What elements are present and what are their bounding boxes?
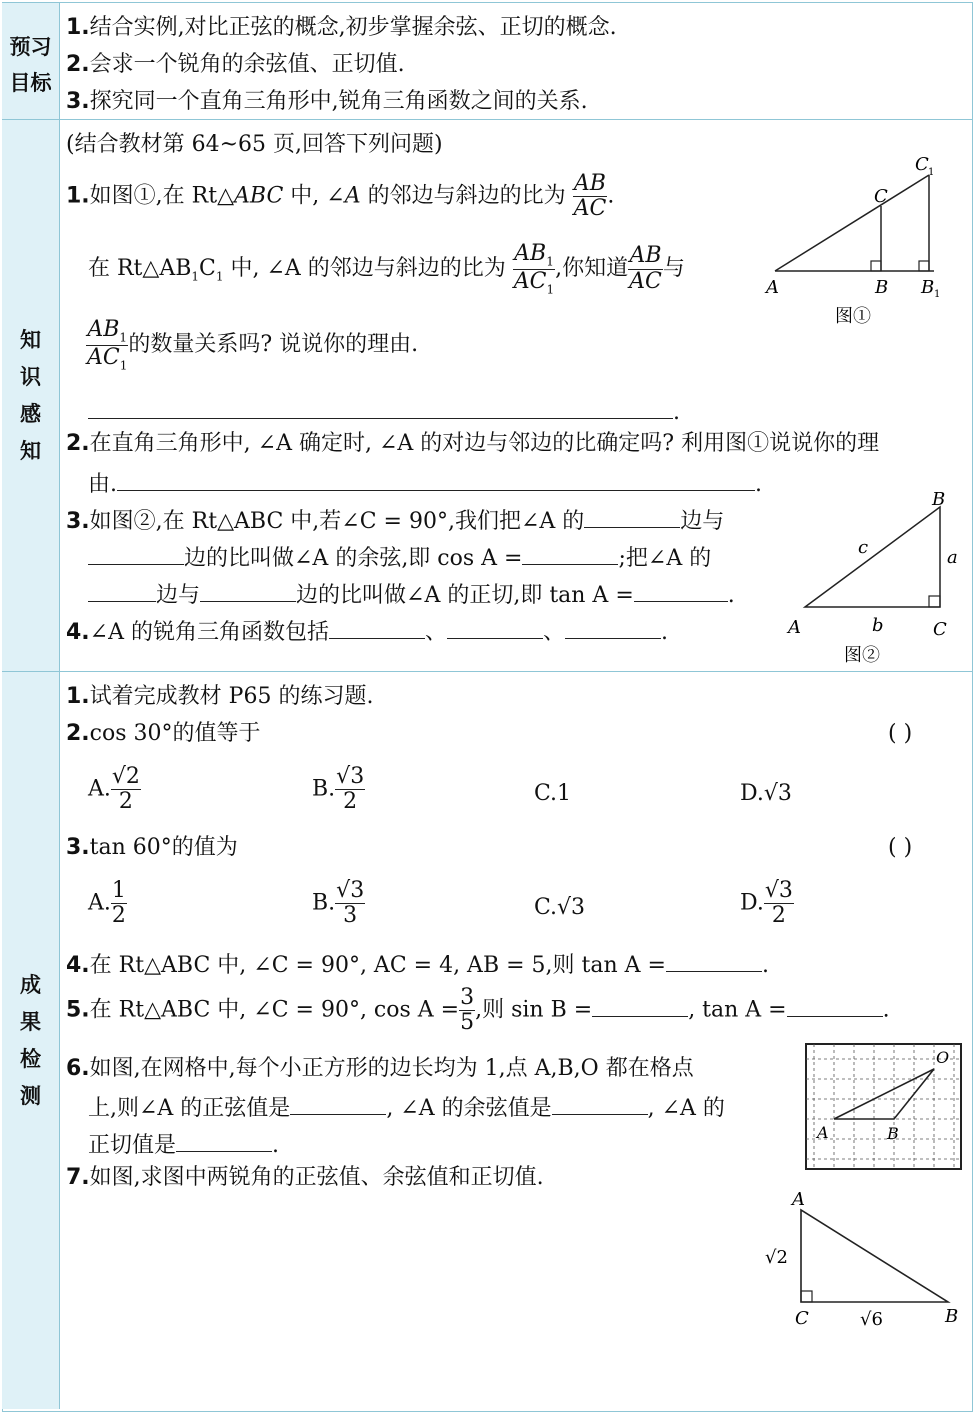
question-k2: 2.在直角三角形中, ∠A 确定时, ∠A 的对边与邻边的比确定吗? 利用图①说说你的理: [66, 431, 880, 456]
label-char: 识: [20, 365, 41, 389]
fig7-triangle: [801, 1210, 948, 1302]
question-k1-line2: 在 $Rt\triangle AB_1C_1$ 中, ∠A 的邻边与斜边的比为 $\frac{AB_1}{AC_1}$ ,你知道 $\frac{AB}{AC}$ 与: [88, 241, 685, 296]
section-label-preview: [2, 29, 59, 101]
question-c4: 4.在 Rt△ABC 中, ∠C = 90°, AC = 4, AB = 5,则 tan A = .: [66, 953, 769, 978]
grid-label-b: B: [887, 1124, 899, 1143]
answer-line-k1[interactable]: .: [88, 398, 680, 424]
answer-blank[interactable]: [329, 618, 425, 639]
label-char: 测: [20, 1084, 41, 1108]
fig7-label-c: C: [795, 1308, 809, 1329]
fig1-label-c1: C: [915, 154, 929, 175]
fig2-side-a: a: [947, 547, 958, 568]
question-k4: 4.∠A 的锐角三角函数包括 、 、 .: [66, 620, 669, 645]
answer-blank[interactable]: [447, 618, 543, 639]
answer-blank[interactable]: [592, 996, 688, 1017]
answer-blank[interactable]: [117, 470, 755, 491]
fig2-right-angle: [929, 596, 940, 607]
question-c1: 1.试着完成教材 P65 的练习题.: [66, 684, 374, 709]
fraction-ab1-ac1: $\frac{AB_1}{AC_1}$: [87, 317, 128, 372]
figure-7-triangle: [755, 1185, 965, 1335]
fraction-ab1-ac1: $\frac{AB_1}{AC_1}$: [513, 241, 555, 296]
fig7-label-a: A: [792, 1189, 805, 1210]
fig1-label-a: A: [766, 277, 779, 298]
answer-blank[interactable]: [88, 544, 184, 565]
fig1-right-angle: [871, 261, 881, 271]
option-b[interactable]: B. $\frac{√3}{2}$: [312, 764, 365, 815]
label-char: 知: [20, 328, 41, 352]
question-c6-line3: 正切值是 .: [88, 1133, 280, 1158]
section-label-knowledge: [2, 322, 59, 470]
answer-blank[interactable]: [634, 581, 728, 602]
fig7-label-b: B: [945, 1306, 959, 1327]
fig7-right-angle: [801, 1291, 812, 1302]
question-k3-line1: 3.如图②,在 Rt△ABC 中,若∠C = 90°,我们把∠A 的 边与: [66, 509, 725, 534]
fig1-label-sub: 1: [928, 167, 935, 178]
fig2-label-c: C: [933, 619, 947, 640]
option-c[interactable]: C.√3: [534, 895, 586, 920]
answer-blank[interactable]: [787, 996, 883, 1017]
fig2-triangle: [805, 507, 940, 607]
knowledge-intro: (结合教材第 64~65 页,回答下列问题): [66, 132, 443, 157]
answer-blank[interactable]: [584, 507, 680, 528]
question-c6-line2: 上,则∠A 的正弦值是 , ∠A 的余弦值是 , ∠A 的: [88, 1096, 725, 1121]
answer-blank[interactable]: [666, 951, 762, 972]
question-k1-line1: 1.如图①,在 Rt△ABC 中, ∠A 的邻边与斜边的比为 $\frac{AB}{AC}$ .: [66, 171, 615, 222]
option-c[interactable]: C.1: [534, 781, 572, 806]
figure-1-triangles: [760, 150, 960, 335]
fig1-label-b: B: [875, 277, 889, 298]
question-c7: 7.如图,求图中两锐角的正弦值、余弦值和正切值.: [66, 1165, 544, 1190]
label-line: 目标: [9, 71, 52, 95]
question-c6-line1: 6.如图,在网格中,每个小正方形的边长均为 1,点 A,B,O 都在格点: [66, 1056, 694, 1081]
fig1-caption: 图①: [835, 306, 871, 327]
fraction-ab-ac: $\frac{AB}{AC}$: [573, 171, 607, 222]
fig1-label-sub: 1: [934, 289, 941, 300]
fig1-right-angle: [919, 261, 929, 271]
answer-blank[interactable]: [88, 581, 156, 602]
question-k2-cont: 由. .: [88, 472, 762, 497]
label-char: 检: [20, 1047, 41, 1071]
fig2-label-a: A: [788, 617, 801, 638]
fig1-label-b1: B: [921, 277, 935, 298]
figure-grid: [805, 1043, 963, 1171]
goal-2: 2.会求一个锐角的余弦值、正切值.: [66, 52, 405, 77]
fig1-label-c: C: [874, 186, 888, 207]
option-a[interactable]: A. $\frac{√2}{2}$: [88, 764, 140, 815]
option-d[interactable]: D.√3: [740, 781, 792, 806]
answer-blank[interactable]: [522, 544, 618, 565]
question-k1-line3: $\frac{AB_1}{AC_1}$ 的数量关系吗? 说说你的理由.: [87, 317, 419, 372]
option-d[interactable]: D. $\frac{√3}{2}$: [740, 878, 793, 929]
fig2-side-c: c: [858, 537, 869, 558]
fig7-side-cb: √6: [860, 1309, 883, 1330]
question-c3: 3.tan 60°的值为: [66, 835, 238, 860]
section-label-check: [2, 967, 59, 1115]
answer-paren[interactable]: ( ): [888, 835, 913, 860]
label-char: 果: [20, 1010, 41, 1034]
grid-label-a: A: [817, 1123, 829, 1142]
answer-blank[interactable]: [200, 581, 296, 602]
label-char: 感: [20, 402, 41, 426]
fig2-side-b: b: [872, 615, 884, 636]
question-k3-line3: 边与 边的比叫做∠A 的正切,即 tan A = .: [88, 581, 735, 607]
figure-2-triangle: [780, 485, 970, 670]
fig1-hypotenuse: [775, 175, 929, 271]
answer-blank[interactable]: [565, 618, 661, 639]
question-k3-line2: 边的比叫做∠A 的余弦,即 cos A = ;把∠A 的: [88, 544, 711, 570]
option-a[interactable]: A. $\frac{1}{2}$: [88, 878, 126, 929]
label-line: 预习: [9, 35, 52, 59]
fraction-ab-ac: $\frac{AB}{AC}$: [629, 243, 662, 294]
question-c2: 2.cos 30°的值等于: [66, 721, 261, 746]
fig2-caption: 图②: [844, 645, 880, 666]
label-char: 知: [20, 439, 41, 463]
grid-label-o: O: [936, 1048, 950, 1067]
option-b[interactable]: B. $\frac{√3}{3}$: [312, 878, 365, 929]
fig7-side-ac: √2: [765, 1247, 788, 1268]
divider: [2, 119, 972, 120]
goal-3: 3.探究同一个直角三角形中,锐角三角函数之间的关系.: [66, 89, 588, 114]
answer-blank[interactable]: [552, 1094, 648, 1115]
question-c5: 5.在 Rt△ABC 中, ∠C = 90°, cos A = $\frac{3}{5}$ ,则 sin B = , tan A = .: [66, 985, 890, 1036]
divider: [2, 671, 972, 672]
label-char: 成: [20, 973, 41, 997]
answer-blank[interactable]: [290, 1094, 386, 1115]
answer-blank[interactable]: [176, 1131, 272, 1152]
answer-paren[interactable]: ( ): [888, 721, 913, 746]
fig2-label-b: B: [932, 489, 946, 510]
goal-1: 1.结合实例,对比正弦的概念,初步掌握余弦、正切的概念.: [66, 15, 617, 40]
